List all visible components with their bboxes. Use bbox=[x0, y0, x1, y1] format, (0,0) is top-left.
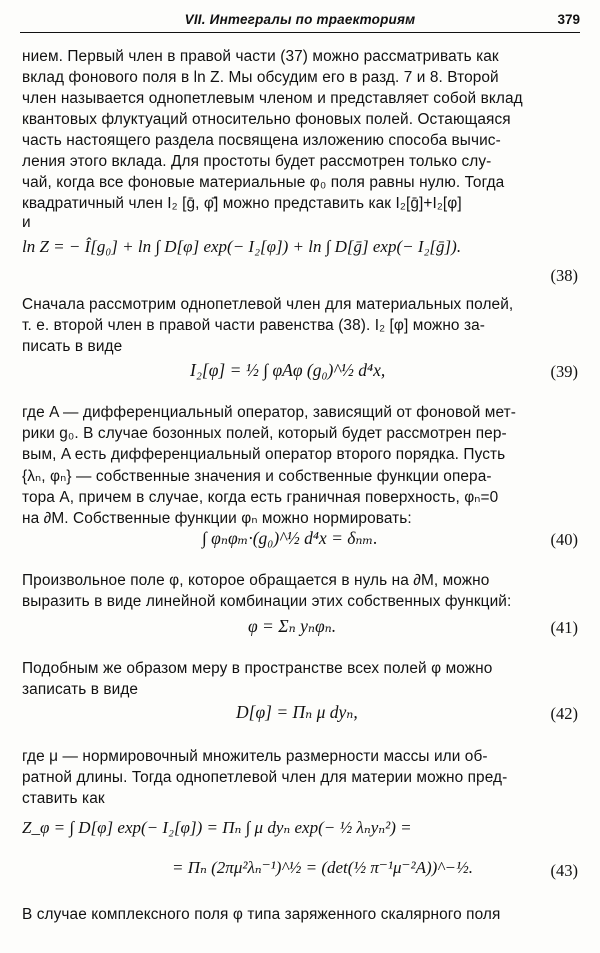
text-line: ления этого вклада. Для простоты будет рассмотрен только слу- bbox=[22, 153, 492, 170]
equation-42: D[φ] = Πₙ μ dyₙ, bbox=[236, 702, 358, 722]
text-line: выразить в виде линейной комбинации этих собственных функций: bbox=[22, 593, 512, 610]
equation-number-41: (41) bbox=[550, 618, 578, 637]
equation-38: ln Z = − Î[g₀] + ln ∫ D[φ] exp(− I₂[φ]) + ln ∫ D[ḡ] exp(− I₂[ḡ]). bbox=[22, 237, 462, 256]
equation-39: I₂[φ] = ½ ∫ φAφ (g₀)^½ d⁴x, bbox=[190, 360, 386, 380]
text-line: чай, когда все фоновые материальные φ₀ поля равны нулю. Тогда bbox=[22, 174, 505, 191]
text-line: ратной длины. Тогда однопетлевой член для материи можно пред- bbox=[22, 769, 508, 786]
text-line: где A — дифференциальный оператор, зависящий от фоновой мет- bbox=[22, 404, 516, 421]
equation-43-line-1: Z_φ = ∫ D[φ] exp(− I₂[φ]) = Πₙ ∫ μ dyₙ exp(− ½ λₙyₙ²) = bbox=[22, 818, 412, 837]
equation-43-line-2: = Πₙ (2πμ²λₙ⁻¹)^½ = (det(½ π⁻¹μ⁻²A))^−½. bbox=[172, 858, 473, 877]
running-head bbox=[20, 8, 580, 33]
text-line: нием. Первый член в правой части (37) можно рассматривать как bbox=[22, 48, 499, 65]
text-line: Произвольное поле φ, которое обращается в нуль на ∂M, можно bbox=[22, 572, 490, 589]
text-line: писать в виде bbox=[22, 338, 123, 355]
text-line: {λₙ, φₙ} — собственные значения и собственные функции опера- bbox=[22, 468, 492, 485]
page-number: 379 bbox=[557, 12, 580, 27]
equation-40: ∫ φₙφₘ·(g₀)^½ d⁴x = δₙₘ. bbox=[202, 528, 378, 548]
text-line: и bbox=[22, 214, 31, 231]
text-line: записать в виде bbox=[22, 681, 139, 698]
text-line: квантовых флуктуаций относительно фоновых полей. Остающаяся bbox=[22, 111, 511, 128]
text-line: ставить как bbox=[22, 790, 105, 807]
text-line: часть настоящего раздела посвящена изложению способа вычис- bbox=[22, 132, 501, 149]
running-title: VII. Интегралы по траекториям bbox=[184, 12, 416, 27]
text-line: квадратичный член I₂ [ḡ, φ̄] можно представить как I₂[ḡ]+I₂[φ] bbox=[22, 195, 462, 212]
equation-number-43: (43) bbox=[550, 861, 578, 880]
text-line: Сначала рассмотрим однопетлевой член для материальных полей, bbox=[22, 296, 514, 313]
equation-number-42: (42) bbox=[550, 704, 578, 723]
text-line: Подобным же образом меру в пространстве всех полей φ можно bbox=[22, 660, 493, 677]
text-line: на ∂M. Собственные функции φₙ можно нормировать: bbox=[22, 510, 412, 527]
text-line: т. е. второй член в правой части равенства (38). I₂ [φ] можно за- bbox=[22, 317, 486, 334]
text-line: В случае комплексного поля φ типа заряженного скалярного поля bbox=[22, 906, 501, 923]
text-line: член называется однопетлевым членом и представляет собой вклад bbox=[22, 90, 523, 107]
text-line: рики g₀. В случае бозонных полей, который будет рассмотрен пер- bbox=[22, 425, 507, 442]
equation-number-38: (38) bbox=[550, 266, 578, 285]
equation-41: φ = Σₙ yₙφₙ. bbox=[248, 616, 337, 636]
text-line: вклад фонового поля в ln Z. Мы обсудим его в разд. 7 и 8. Второй bbox=[22, 69, 499, 86]
equation-number-39: (39) bbox=[550, 362, 578, 381]
text-line: вым, A есть дифференциальный оператор второго порядка. Пусть bbox=[22, 446, 506, 463]
equation-number-40: (40) bbox=[550, 530, 578, 549]
text-line: тора A, причем в случае, когда есть граничная поверхность, φₙ=0 bbox=[22, 489, 499, 506]
text-line: где μ — нормировочный множитель размерности массы или об- bbox=[22, 748, 488, 765]
